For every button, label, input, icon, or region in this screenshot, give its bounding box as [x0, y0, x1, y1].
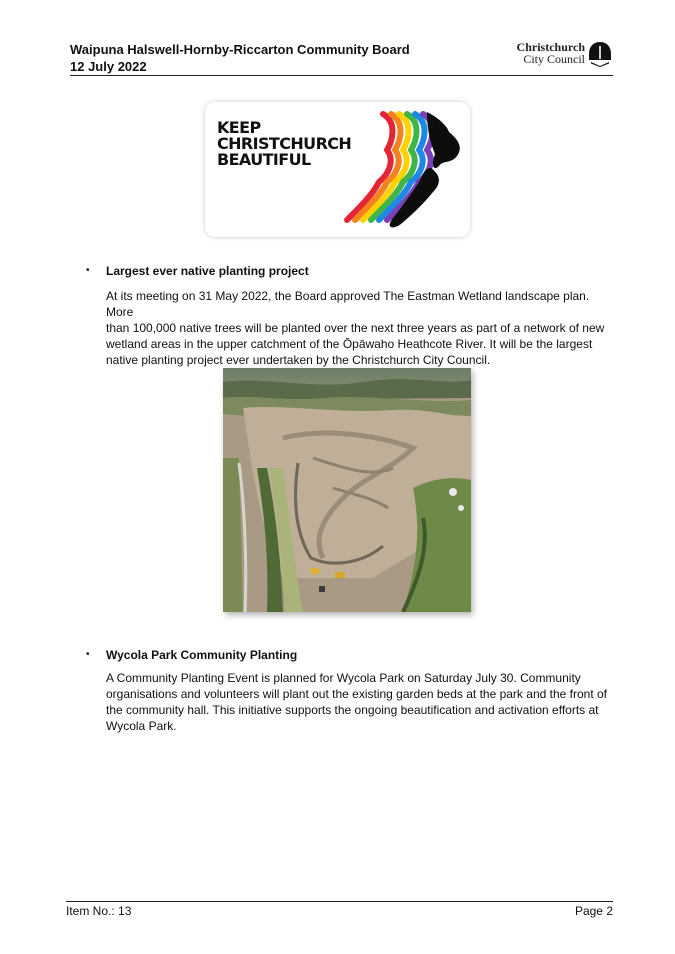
banner-line-2: CHRISTCHURCH	[217, 134, 352, 153]
wetland-aerial-photo	[223, 368, 471, 612]
page-number: Page 2	[574, 904, 613, 918]
meeting-date: 12 July 2022	[70, 59, 147, 74]
header-title	[70, 41, 410, 75]
paragraph-line: than 100,000 native trees will be planted over the next three years as part of a network of new	[106, 321, 605, 335]
bullet-point: •	[86, 649, 90, 660]
paragraph-line: At its meeting on 31 May 2022, the Board approved The Eastman Wetland landscape plan. More	[106, 289, 590, 319]
logo-line-1: Christchurch	[516, 40, 585, 54]
banner-line-1: KEEP	[217, 118, 261, 137]
banner-text	[217, 120, 351, 168]
logo-line-2: City Council	[523, 52, 585, 66]
paragraph-line: native planting project ever undertaken by the Christchurch City Council.	[106, 353, 491, 367]
section-heading: Wycola Park Community Planting	[106, 648, 298, 662]
paragraph-line: Wycola Park.	[106, 719, 177, 733]
keep-christchurch-beautiful-banner	[205, 102, 470, 237]
rainbow-new-zealand-map-icon	[335, 102, 470, 237]
paragraph-line: A Community Planting Event is planned for Wycola Park on Saturday July 30. Community	[106, 671, 581, 685]
item-number: Item No.: 13	[66, 904, 132, 918]
board-name: Waipuna Halswell-Hornby-Riccarton Community Board	[70, 42, 410, 57]
bullet-point: •	[86, 265, 90, 276]
paragraph-line: organisations and volunteers will plant out the existing garden beds at the park and the front of	[106, 687, 607, 701]
cathedral-logo-icon	[587, 41, 613, 67]
banner-line-3: BEAUTIFUL	[217, 150, 311, 169]
aerial-photo-image	[223, 368, 471, 612]
paragraph-line: the community hall. This initiative supports the ongoing beautification and activation efforts at	[106, 703, 599, 717]
page-header	[70, 40, 613, 76]
section-paragraph	[106, 670, 611, 734]
paragraph-line: wetland areas in the upper catchment of the Ōpāwaho Heathcote River. It will be the largest	[106, 337, 593, 351]
section-paragraph	[106, 288, 611, 368]
council-logo-text	[517, 41, 585, 65]
page-footer	[66, 901, 613, 919]
section-heading: Largest ever native planting project	[106, 264, 309, 278]
council-logo	[503, 40, 613, 70]
